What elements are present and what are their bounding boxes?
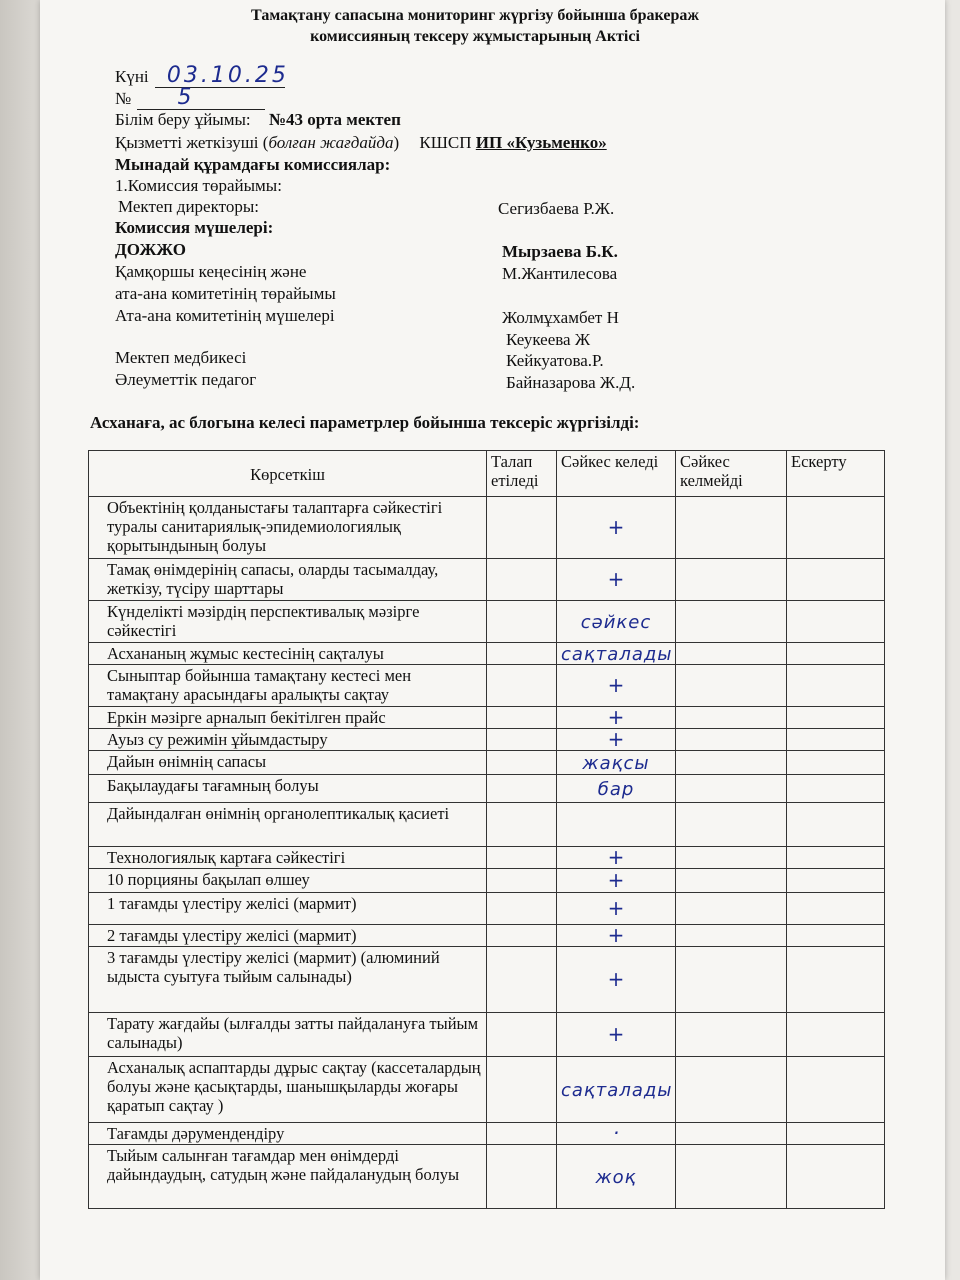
handwritten-mark: + (607, 727, 625, 751)
handwritten-mark: + (607, 923, 625, 947)
dozhzo-label: ДОЖЖО (115, 240, 186, 259)
header-indicator: Көрсеткіш (89, 451, 487, 497)
org-label: Білім беру ұйымы: (115, 110, 251, 129)
header-compliant: Сәйкес келеді (557, 451, 676, 497)
cell-noncompliant (676, 601, 787, 643)
cell-required (487, 869, 557, 893)
cell-compliant (557, 707, 676, 729)
cell-compliant (557, 601, 676, 643)
director-label: Мектеп директоры: (118, 197, 259, 216)
cell-required (487, 847, 557, 869)
cell-note (787, 1057, 885, 1123)
cell-compliant (557, 643, 676, 665)
table-row (89, 893, 885, 925)
parents-label: Ата-ана комитетінің мүшелері (115, 306, 335, 325)
handwritten-mark: + (607, 1022, 625, 1046)
cell-required (487, 643, 557, 665)
chair-label: 1.Комиссия төрайымы: (115, 176, 282, 195)
cell-required (487, 707, 557, 729)
cell-note (787, 893, 885, 925)
cell-note (787, 847, 885, 869)
table-row (89, 1123, 885, 1145)
cell-required (487, 1145, 557, 1209)
nurse-name: Кейкуатова.Р. (506, 351, 604, 370)
cell-compliant (557, 803, 676, 847)
row-indicator: Объектінің қолданыстағы талаптарға сәйкестігі туралы санитариялық-эпидемиологиялық қорытындының болуы (89, 497, 487, 559)
supplier-row (115, 133, 607, 153)
row-indicator: Асхананың жұмыс кестесінің сақталуы (89, 643, 487, 665)
cell-noncompliant (676, 559, 787, 601)
cell-note (787, 869, 885, 893)
social-name: Байназарова Ж.Д. (506, 373, 636, 392)
supplier-label: Қызметті жеткізуші ( (115, 133, 269, 152)
cell-required (487, 1013, 557, 1057)
table-row (89, 1057, 885, 1123)
cell-noncompliant (676, 803, 787, 847)
cell-note (787, 1145, 885, 1209)
table-row (89, 1145, 885, 1209)
cell-required (487, 1123, 557, 1145)
row-indicator: Бақылаудағы тағамның болуы (89, 775, 487, 803)
table-header-row (89, 451, 885, 497)
table-row (89, 847, 885, 869)
document-title-line2: комиссияның тексеру жұмыстарының Актісі (310, 28, 640, 45)
supplier-italic: болған жағдайда (268, 133, 394, 152)
cell-noncompliant (676, 893, 787, 925)
cell-noncompliant (676, 869, 787, 893)
cell-compliant (557, 893, 676, 925)
cell-compliant (557, 1013, 676, 1057)
org-row (115, 110, 401, 130)
cell-noncompliant (676, 665, 787, 707)
row-indicator: Тамақ өнімдерінің сапасы, оларды тасымалдау, жеткізу, түсіру шарттары (89, 559, 487, 601)
cell-compliant (557, 665, 676, 707)
parents-name-2: Кеукеева Ж (506, 330, 591, 349)
table-row (89, 643, 885, 665)
cell-note (787, 559, 885, 601)
row-indicator: Тағамды дәрумендендіру (89, 1123, 487, 1145)
cell-compliant (557, 729, 676, 751)
row-indicator: 3 тағамды үлестіру желісі (мармит) (алюминий ыдыста суытуға тыйым салынады) (89, 947, 487, 1013)
cell-required (487, 665, 557, 707)
row-indicator: 1 тағамды үлестіру желісі (мармит) (89, 893, 487, 925)
members-heading: Комиссия мүшелері: (115, 218, 274, 237)
page-shadow-edge (0, 0, 40, 1280)
social-label: Әлеуметтік педагог (115, 370, 257, 389)
table-row (89, 665, 885, 707)
cell-noncompliant (676, 729, 787, 751)
row-indicator: Тарату жағдайы (ылғалды затты пайдалануға тыйым салынады) (89, 1013, 487, 1057)
date-value: 03.10.25 (166, 63, 289, 88)
cell-compliant (557, 1145, 676, 1209)
table-row (89, 559, 885, 601)
row-indicator: 2 тағамды үлестіру желісі (мармит) (89, 925, 487, 947)
cell-note (787, 643, 885, 665)
cell-required (487, 925, 557, 947)
commission-heading: Мынадай құрамдағы комиссиялар: (115, 155, 391, 174)
cell-note (787, 1013, 885, 1057)
cell-noncompliant (676, 643, 787, 665)
cell-note (787, 803, 885, 847)
row-indicator: Дайын өнімнің сапасы (89, 751, 487, 775)
header-noncompliant: Сәйкес келмейді (676, 451, 787, 497)
cell-compliant (557, 559, 676, 601)
number-label: № (115, 89, 132, 108)
handwritten-mark: · (612, 1121, 620, 1145)
cell-compliant (557, 869, 676, 893)
org-value: №43 орта мектеп (268, 110, 401, 129)
table-row (89, 947, 885, 1013)
cell-compliant (557, 925, 676, 947)
handwritten-mark: + (607, 868, 625, 892)
nurse-label: Мектеп медбикесі (115, 348, 247, 367)
row-indicator: Тыйым салынған тағамдар мен өнімдерді дайындаудың, сатудың және пайдаланудың болуы (89, 1145, 487, 1209)
cell-compliant (557, 775, 676, 803)
cell-note (787, 707, 885, 729)
cell-noncompliant (676, 1013, 787, 1057)
handwritten-mark: + (607, 673, 625, 697)
cell-required (487, 751, 557, 775)
supplier-value: ИП «Кузьменко» (475, 133, 607, 152)
council-label-2: ата-ана комитетінің төрайымы (115, 284, 336, 303)
cell-required (487, 893, 557, 925)
row-indicator: Технологиялық картаға сәйкестігі (89, 847, 487, 869)
handwritten-mark: + (607, 515, 625, 539)
cell-note (787, 925, 885, 947)
cell-noncompliant (676, 707, 787, 729)
cell-note (787, 1123, 885, 1145)
cell-compliant (557, 1123, 676, 1145)
council-name: М.Жантилесова (502, 264, 618, 283)
inspection-heading: Асханаға, ас блогына келесі параметрлер бойынша тексеріс жүргізілді: (90, 413, 640, 432)
cell-note (787, 751, 885, 775)
cell-note (787, 775, 885, 803)
supplier-close: ) (393, 133, 400, 152)
row-indicator: Күнделікті мәзірдің перспективалық мәзірге сәйкестігі (89, 601, 487, 643)
cell-note (787, 665, 885, 707)
row-indicator: 10 порцияны бақылап өлшеу (89, 869, 487, 893)
table-row (89, 707, 885, 729)
cell-noncompliant (676, 847, 787, 869)
number-value: 5 (177, 85, 192, 110)
handwritten-mark: + (607, 845, 625, 869)
cell-required (487, 601, 557, 643)
handwritten-mark: сақталады (561, 1079, 673, 1101)
handwritten-mark: сәйкес (580, 611, 652, 633)
date-label: Күні (115, 67, 149, 86)
table-row (89, 1013, 885, 1057)
handwritten-mark: + (607, 567, 625, 591)
table-row (89, 869, 885, 893)
handwritten-mark: бар (597, 778, 635, 800)
cell-noncompliant (676, 925, 787, 947)
dozhzo-name: Мырзаева Б.К. (502, 242, 618, 261)
director-name: Сегизбаева Р.Ж. (498, 199, 615, 218)
document-title-line1: Тамақтану сапасына мониторинг жүргізу бойынша бракераж (251, 7, 699, 24)
handwritten-mark: + (607, 705, 625, 729)
row-indicator: Ауыз су режимін ұйымдастыру (89, 729, 487, 751)
table-row (89, 803, 885, 847)
handwritten-mark: сақталады (561, 643, 673, 665)
cell-compliant (557, 497, 676, 559)
table-row (89, 729, 885, 751)
cell-required (487, 1057, 557, 1123)
cell-noncompliant (676, 1123, 787, 1145)
table-row (89, 775, 885, 803)
date-row (115, 63, 289, 88)
cell-noncompliant (676, 1145, 787, 1209)
row-indicator: Еркін мәзірге арналып бекітілген прайс (89, 707, 487, 729)
number-row (115, 85, 265, 110)
cell-noncompliant (676, 497, 787, 559)
inspection-table (88, 450, 885, 1209)
handwritten-mark: жоқ (595, 1166, 637, 1188)
supplier-prefix: КШСП (419, 133, 472, 152)
header-note: Ескерту (787, 451, 885, 497)
cell-noncompliant (676, 751, 787, 775)
table-row (89, 925, 885, 947)
table-row (89, 751, 885, 775)
council-label-1: Қамқоршы кеңесінің және (115, 262, 307, 281)
cell-required (487, 729, 557, 751)
cell-note (787, 947, 885, 1013)
parents-name-1: Жолмұхамбет Н (502, 308, 619, 327)
date-field (155, 63, 289, 88)
cell-compliant (557, 847, 676, 869)
cell-note (787, 497, 885, 559)
cell-required (487, 497, 557, 559)
cell-required (487, 947, 557, 1013)
cell-noncompliant (676, 947, 787, 1013)
cell-required (487, 803, 557, 847)
cell-note (787, 729, 885, 751)
cell-compliant (557, 751, 676, 775)
cell-noncompliant (676, 1057, 787, 1123)
number-field (137, 85, 265, 110)
cell-noncompliant (676, 775, 787, 803)
row-indicator: Асханалық аспаптарды дұрыс сақтау (кассеталардың болуы және қасықтарды, шанышқыларды жоғары қаратып сақтау ) (89, 1057, 487, 1123)
handwritten-mark: + (607, 896, 625, 920)
row-indicator: Дайындалған өнімнің органолептикалық қасиеті (89, 803, 487, 847)
handwritten-mark: жақсы (582, 752, 650, 774)
table-row (89, 601, 885, 643)
cell-note (787, 601, 885, 643)
header-required: Талап етіледі (487, 451, 557, 497)
table-row (89, 497, 885, 559)
cell-compliant (557, 947, 676, 1013)
handwritten-mark: + (607, 967, 625, 991)
cell-compliant (557, 1057, 676, 1123)
cell-required (487, 775, 557, 803)
cell-required (487, 559, 557, 601)
row-indicator: Сыныптар бойынша тамақтану кестесі мен тамақтану арасындағы аралықты сақтау (89, 665, 487, 707)
